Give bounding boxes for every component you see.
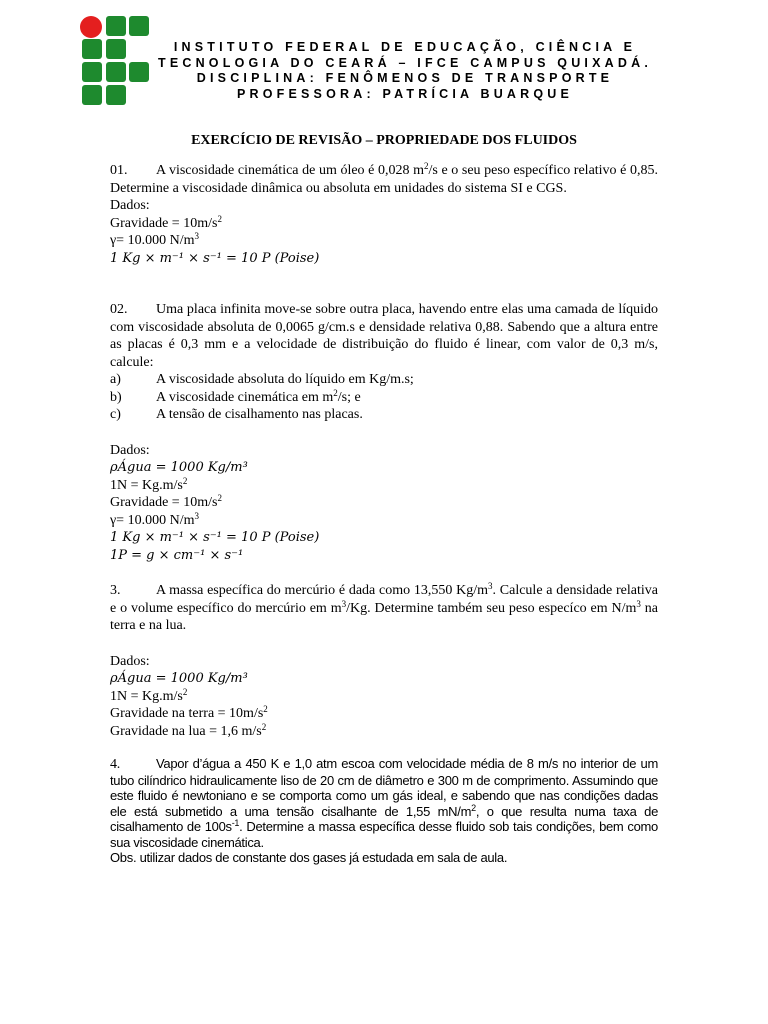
poise-conversion: 1 Kg × m⁻¹ × s⁻¹ = 10 P (Poise) — [110, 530, 320, 545]
question-text: , o que resulta numa taxa de cisalhamento de 100s — [110, 803, 658, 834]
given-text: Gravidade na terra = 10m/s — [110, 706, 264, 721]
dados-label: Dados: — [110, 442, 150, 458]
question-1 — [110, 162, 658, 197]
question-text: . Calcule a densidade relativa e o volume específico do mercúrio em m — [110, 583, 658, 616]
header-line: PROFESSORA: PATRÍCIA BUARQUE — [236, 86, 574, 101]
superscript: 3 — [488, 581, 493, 591]
superscript: 3 — [194, 231, 199, 241]
exercise-list — [110, 162, 658, 866]
header-line: INSTITUTO FEDERAL DE EDUCAÇÃO, CIÊNCIA E — [173, 40, 637, 54]
item-label: b) — [110, 389, 122, 405]
ifce-logo — [78, 14, 152, 106]
question-text: A viscosidade cinemática de um óleo é 0,028 m — [156, 163, 424, 178]
superscript: -1 — [231, 818, 240, 828]
question-text: /Kg. Determine também seu peso especíco em N/m — [346, 600, 637, 616]
question-3 — [110, 582, 658, 635]
superscript: 2 — [471, 802, 476, 813]
poise-conversion: 1 Kg × m⁻¹ × s⁻¹ = 10 P (Poise) — [110, 250, 320, 266]
given-gamma — [110, 232, 658, 250]
institution-header — [150, 40, 660, 102]
given-text: γ= 10.000 N/m — [110, 512, 195, 528]
given-text: 1N = Kg.m/s — [110, 688, 183, 704]
question-4 — [110, 756, 658, 866]
given-gravity — [110, 494, 658, 512]
question-text: Vapor d’água a 450 K e 1,0 atm escoa com velocidade média de 8 m/s no interior de um tubo cilíndrico hidraulicamente liso de 20 cm de diâmetro e 300 m de comprimento. Assumindo que este fluido é newtoniano e se comporta como um gás ideal, e sabendo que nas condições dadas ele está submetido a uma tensão cisalhante de 1,55 mN/m — [110, 756, 658, 819]
item-text-part: A tensão de cisalhamento nas placas. — [156, 407, 363, 422]
given-text: Gravidade = 10m/s — [110, 215, 218, 231]
given-text: γ= 10.000 N/m — [110, 233, 195, 248]
superscript: 2 — [333, 387, 338, 398]
logo-square — [106, 16, 126, 36]
question-4-obs: Obs. utilizar dados de constante dos gases já estudada em sala de aula. — [110, 850, 508, 865]
given-newton — [110, 688, 658, 706]
header-line: DISCIPLINA: FENÔMENOS DE TRANSPORTE — [196, 71, 614, 85]
logo-square — [106, 62, 126, 82]
question-text: . Determine a massa específica desse fluido sob tais condições, bem como sua viscosidade cinemática. — [110, 819, 658, 850]
document-title: EXERCÍCIO DE REVISÃO – PROPRIEDADE DOS FLUIDOS — [191, 133, 577, 148]
given-newton — [110, 477, 658, 495]
logo-red-dot — [80, 16, 102, 38]
superscript: 3 — [194, 510, 199, 521]
header-line: TECNOLOGIA DO CEARÁ – IFCE CAMPUS QUIXADÁ. — [157, 55, 652, 70]
superscript: 2 — [217, 493, 222, 503]
question-2 — [110, 301, 658, 371]
item-text — [156, 406, 363, 424]
item-label: c) — [110, 407, 121, 422]
dados-label: Dados: — [110, 198, 150, 213]
given-water-density: ρÁgua = 1000 Kg/m³ — [110, 460, 248, 475]
item-text-part: A viscosidade cinemática em m — [156, 389, 334, 405]
superscript: 2 — [263, 704, 268, 714]
logo-square — [129, 16, 149, 36]
item-text — [156, 389, 361, 407]
given-gravity — [110, 215, 658, 233]
poise-definition: 1P = g × cm⁻¹ × s⁻¹ — [110, 547, 244, 563]
logo-square — [82, 85, 102, 105]
given-text: 1N = Kg.m/s — [110, 477, 183, 493]
given-water-density: ρÁgua = 1000 Kg/m³ — [110, 671, 248, 686]
given-text: Gravidade na lua = 1,6 m/s — [110, 723, 262, 739]
superscript: 2 — [182, 686, 188, 697]
question-number: 02. — [110, 302, 128, 317]
question-item-b — [110, 389, 658, 407]
logo-square — [129, 62, 149, 82]
item-label: a) — [110, 372, 121, 387]
item-text-part: A viscosidade absoluta do líquido em Kg/m.s; — [156, 372, 414, 387]
superscript: 3 — [341, 598, 347, 609]
item-text — [156, 371, 414, 389]
question-text: na terra e na lua. — [110, 600, 658, 633]
superscript: 2 — [261, 721, 267, 732]
question-text: A massa específica do mercúrio é dada como 13,550 Kg/m — [156, 583, 489, 598]
superscript: 2 — [217, 213, 222, 224]
question-item-a — [110, 371, 658, 389]
logo-square — [82, 39, 102, 59]
dados-label: Dados: — [110, 653, 150, 669]
superscript: 2 — [182, 475, 188, 486]
logo-square — [106, 39, 126, 59]
question-number: 3. — [110, 583, 121, 598]
question-text: /s e o seu peso específico relativo é 0,85. Determine a viscosidade dinâmica ou absoluta em unidades do sistema SI e CGS. — [110, 163, 658, 196]
given-text: Gravidade = 10m/s — [110, 495, 218, 510]
question-item-c — [110, 406, 658, 424]
given-gravity-moon — [110, 723, 658, 741]
superscript: 2 — [424, 161, 429, 171]
superscript: 3 — [636, 598, 641, 609]
logo-square — [106, 85, 126, 105]
given-gamma — [110, 512, 658, 530]
question-text: Uma placa infinita move-se sobre outra placa, havendo entre elas uma camada de líquido com viscosidade absoluta de 0,0065 g/cm.s e densidade relativa 0,88. Sabendo que a altura entre as placas é 0,3 mm e a velocidade de distribuição do fluido é linear, com valor de 0,3 m/s, calcule: — [110, 302, 658, 370]
question-4-text — [110, 756, 658, 850]
question-number: 01. — [110, 163, 128, 178]
question-number: 4. — [110, 757, 120, 772]
given-gravity-earth — [110, 705, 658, 723]
item-text-part: /s; e — [337, 389, 361, 405]
logo-square — [82, 62, 102, 82]
